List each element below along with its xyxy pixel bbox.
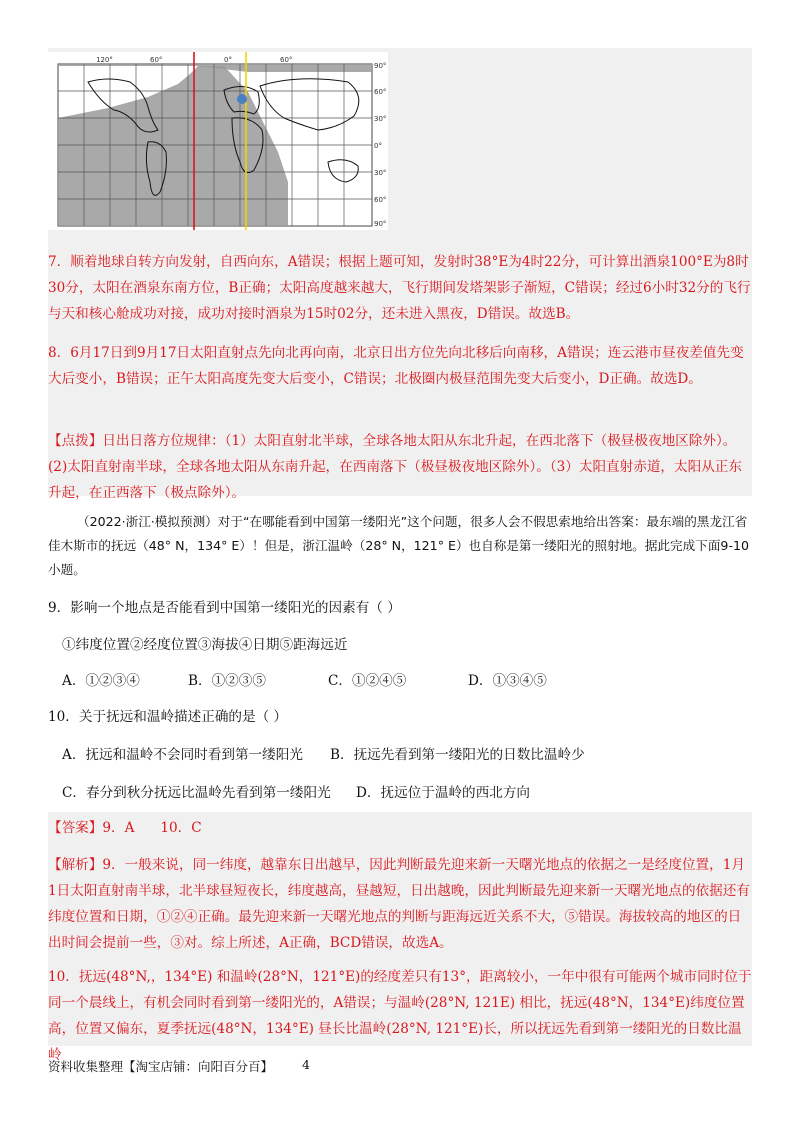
dianbo-tag: 【点拨】: [48, 433, 103, 449]
lon-label: 60°: [150, 56, 163, 64]
q10-option-c[interactable]: C．春分到秋分抚远比温岭先看到第一缕阳光: [62, 785, 331, 801]
lon-label: 0°: [224, 56, 232, 64]
q9-option-d[interactable]: D．①③④⑤: [468, 673, 547, 689]
question-intro: （2022·浙江·模拟预测）对于“在哪能看到中国第一缕阳光”这个问题，很多人会不假思索地给出答案：最东端的黑龙江省佳木斯市的抚远（48° N，134° E）！但是，浙江温岭（28° N，121° E）也自称是第一缕阳光的照射地。据此完成下面9-10小题。: [48, 514, 750, 577]
answer-text: 9．A 10．C: [102, 820, 202, 836]
dianbo-text: 日出日落方位规律：（1）太阳直射北半球，全球各地太阳从东北升起，在西北落下（极昼极夜地区除外）。(2)太阳直射南半球，全球各地太阳从东南升起，在西南落下（极昼极夜地区除外）。（3）太阳直射赤道，太阳从正东升起，在正西落下（极点除外）。: [48, 433, 742, 501]
jiexi-q9-text: 9．一般来说，同一纬度，越靠东日出越早，因此判断最先迎来新一天曙光地点的依据之一是经度位置，1月1日太阳直射南半球，北半球昼短夜长，纬度越高，昼越短，日出越晚，因此判断最先迎来新一天曙光地点的依据还有纬度位置和日期，①②④正确。最先迎来新一天曙光地点的判断与距海远近关系不大，⑤错误。海拔较高的地区的日出时间会提前一些，③对。综上所述，A正确，BCD错误，故选A。: [48, 857, 750, 951]
q9-option-c[interactable]: C．①②④⑤: [328, 673, 407, 689]
lat-label: 0°: [374, 142, 382, 150]
q10-option-d[interactable]: D．抚远位于温岭的西北方向: [356, 785, 531, 801]
q7-explanation: 7．顺着地球自转方向发射，自西向东，A错误；根据上题可知，发射时38°E为4时22分，可计算出酒泉100°E为8时30分，太阳在酒泉东南方位，B正确；太阳高度越来越大，飞行期间发塔架影子渐短，C错误；经过6小时32分的飞行与天和核心舱成功对接，成功对接时酒泉为15时02分，还未进入黑夜，D错误。故选B。: [48, 254, 751, 322]
lat-label: 90°: [374, 62, 387, 70]
q10-option-b[interactable]: B．抚远先看到第一缕阳光的日数比温岭少: [330, 747, 585, 763]
footer-text: 资料收集整理【淘宝店铺：向阳百分百】: [48, 1059, 274, 1074]
jiexi-q10: 10．抚远(48°N,，134°E) 和温岭(28°N，121°E)的经度差只有13°，距离较小，一年中很有可能两个城市同时位于同一个晨线上，有机会同时看到第一缕阳光的，A错误；与温岭(28°N, 121E) 相比，抚远(48°N，134°E)纬度位置高，位置又偏东，夏季抚远(48°N，134°E) 昼长比温岭(28°N, 121°E)长，所以抚远先看到第一缕阳光的日数比温岭: [48, 969, 752, 1063]
jiexi-tag: 【解析】: [48, 857, 103, 873]
q9-stem: 9．影响一个地点是否能看到中国第一缕阳光的因素有（ ）: [48, 600, 401, 616]
jiexi-q9: [48, 852, 752, 956]
page-number: 4: [302, 1057, 310, 1072]
world-map-figure: [48, 52, 388, 230]
lat-label: 60°: [374, 196, 387, 204]
lat-label: 90°: [374, 220, 387, 228]
lon-label: 120°: [96, 56, 113, 64]
q9-option-a[interactable]: A．①②③④: [62, 673, 140, 689]
lat-label: 30°: [374, 169, 387, 177]
q9-option-b[interactable]: B．①②③⑤: [188, 673, 266, 689]
lat-label: 30°: [374, 115, 387, 123]
lon-label: 60°: [280, 56, 293, 64]
answer-line: [48, 815, 752, 841]
dianbo-section: [48, 428, 752, 506]
q9-items: ①纬度位置②经度位置③海拔④日期⑤距海远近: [62, 637, 348, 653]
q8-explanation: 8．6月17日到9月17日太阳直射点先向北再向南，北京日出方位先向北移后向南移，A错误；连云港市昼夜差值先变大后变小，B错误；正午太阳高度先变大后变小，C错误；北极圈内极昼范围先变大后变小，D正确。故选D。: [48, 345, 744, 387]
q10-stem: 10．关于抚远和温岭描述正确的是（ ）: [48, 709, 288, 725]
q10-option-a[interactable]: A．抚远和温岭不会同时看到第一缕阳光: [62, 747, 303, 763]
lat-label: 60°: [374, 88, 387, 96]
answer-tag: 【答案】: [48, 820, 103, 836]
